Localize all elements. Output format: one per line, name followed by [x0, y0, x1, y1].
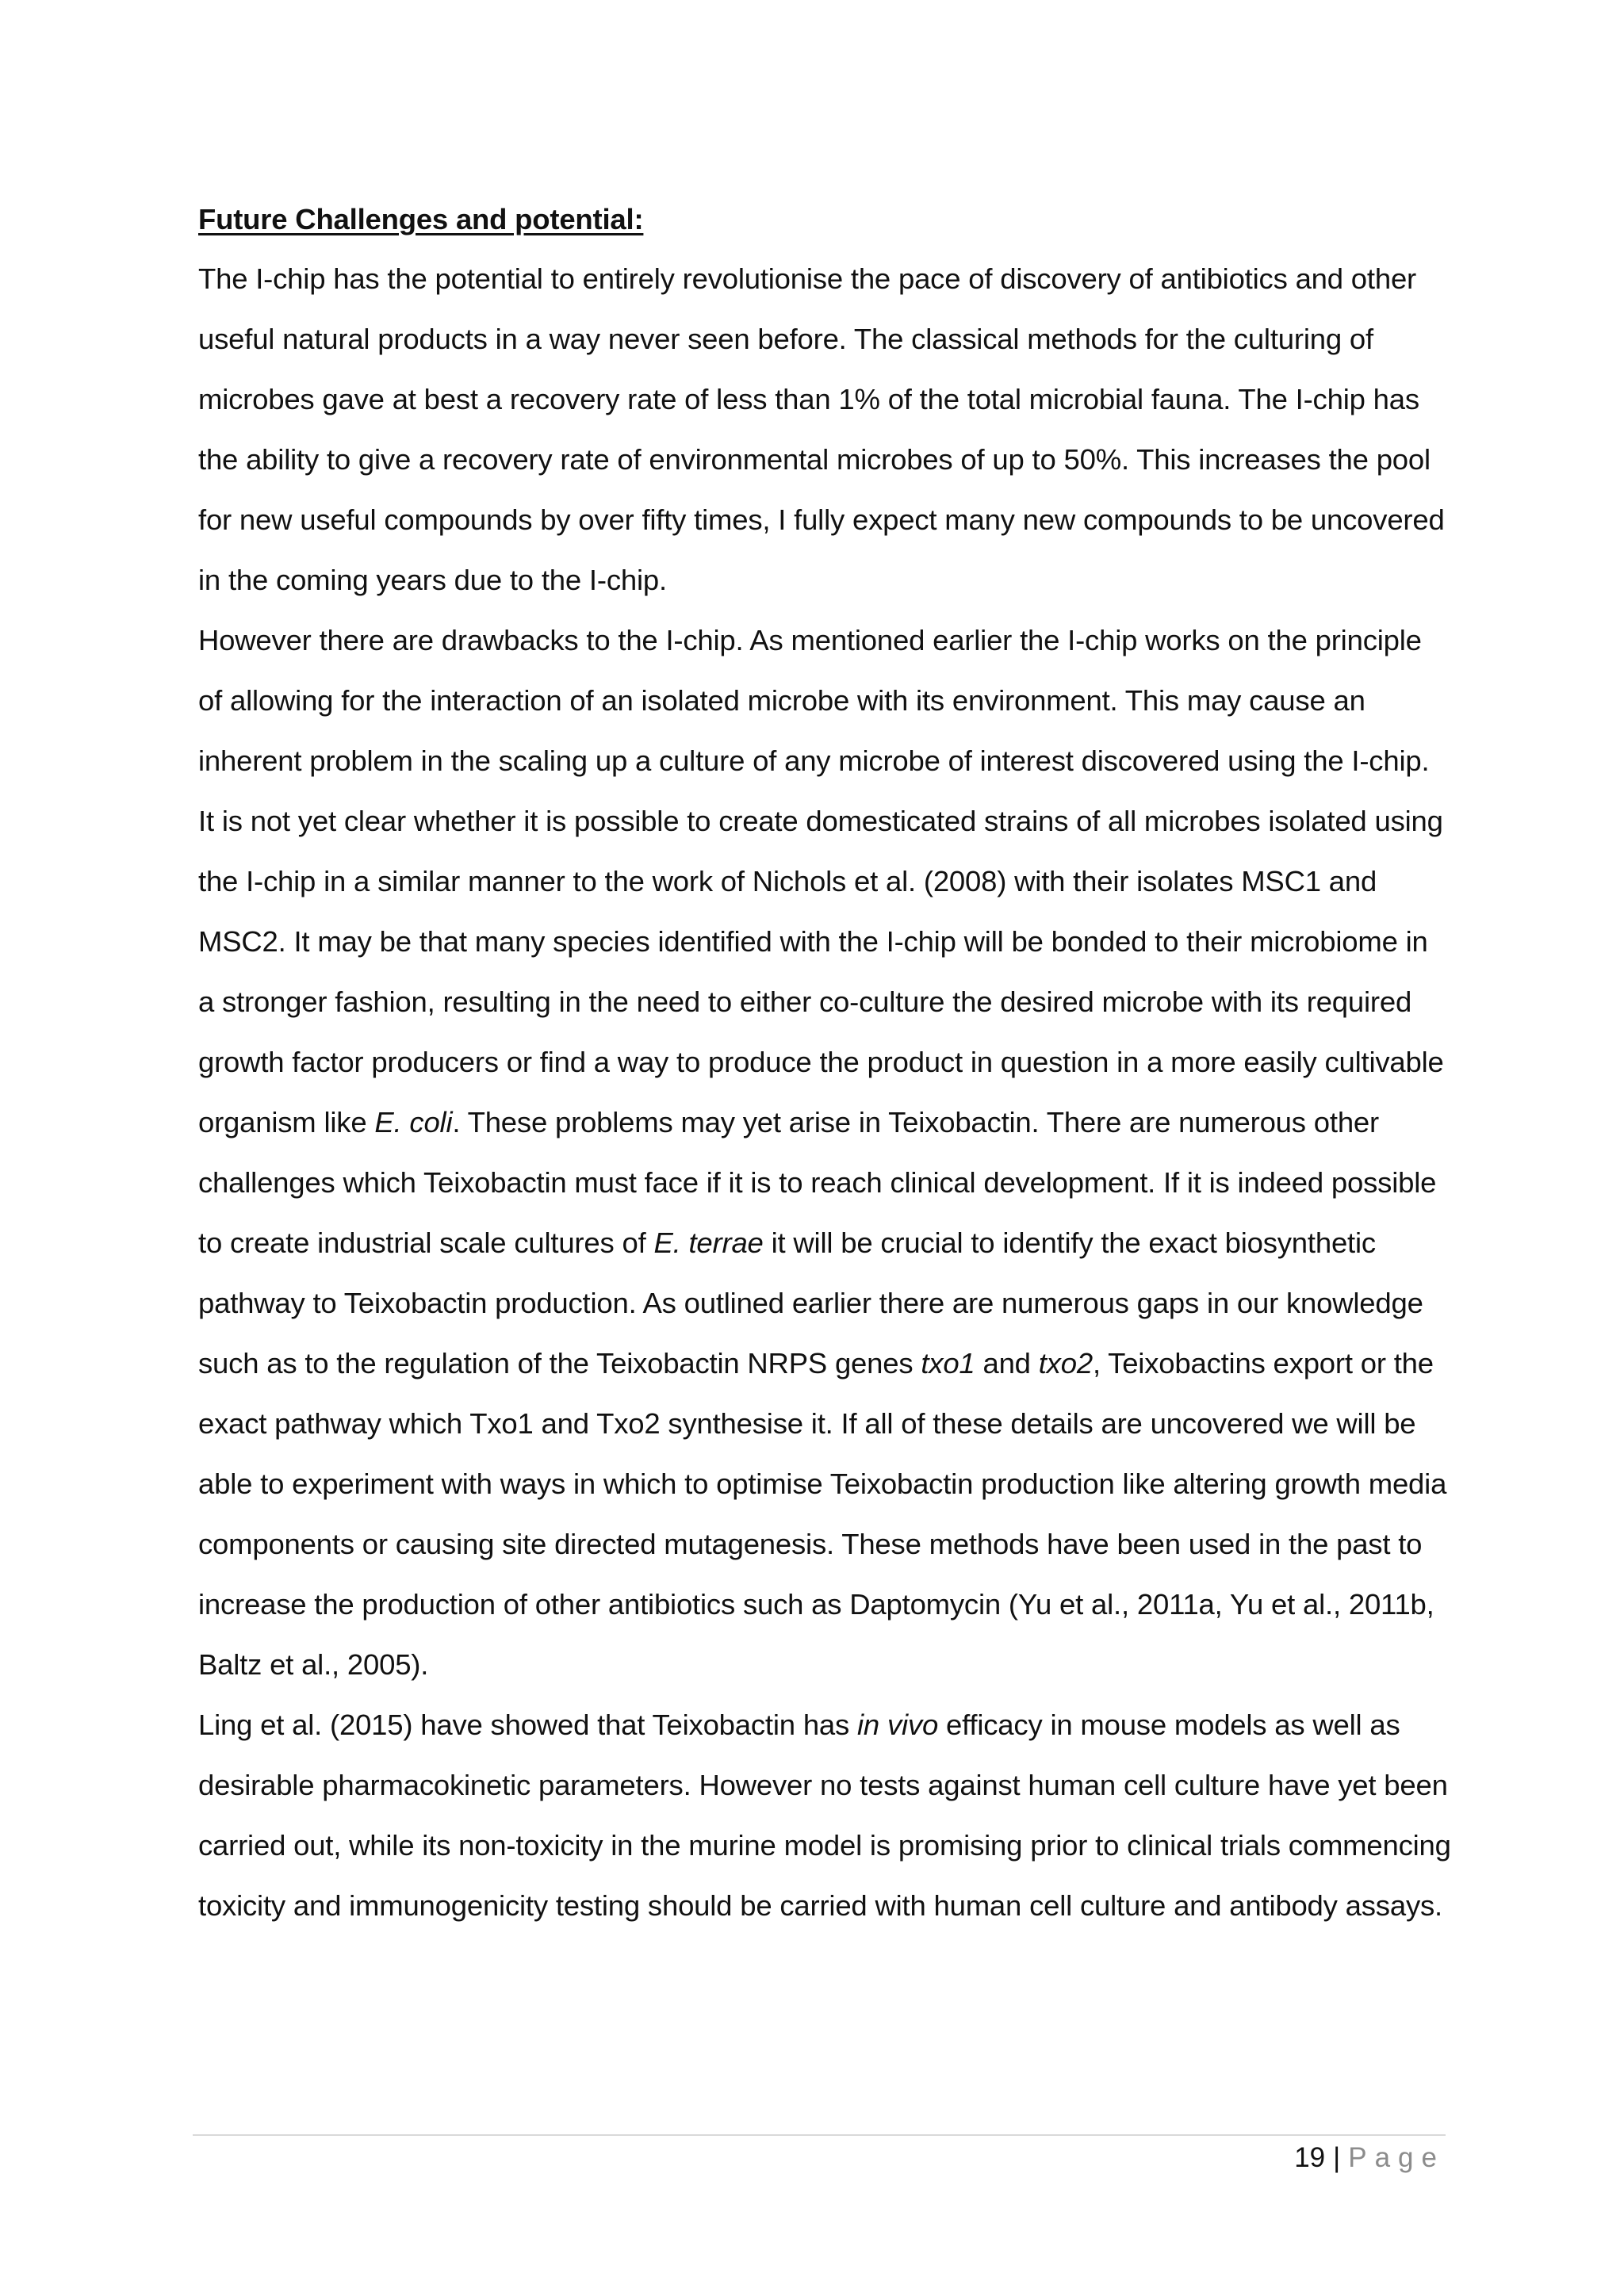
- section-heading: Future Challenges and potential:: [198, 203, 644, 235]
- text-segment: and: [975, 1347, 1039, 1380]
- page-footer: [1294, 2141, 1445, 2175]
- text-segment: Ling et al. (2015) have showed that Teixobactin has: [198, 1709, 858, 1741]
- text-segment: . These problems may yet arise in Teixobactin. There are numerous other challenges which Teixobactin must face if it is to reach clinical development. If it is indeed possible to create industrial scale cultures of: [198, 1106, 1437, 1259]
- paragraph-list: [198, 249, 1451, 1936]
- text-segment: efficacy in mouse models as well as desirable pharmacokinetic parameters. However no tests against human cell culture have yet been carried out, while its non-toxicity in the murine model is promising prior to clinical trials commencing toxicity and immunogenicity testing should be carried with human cell culture and antibody assays.: [198, 1709, 1451, 1922]
- italic-text-segment: txo2: [1038, 1347, 1093, 1380]
- body-paragraph: [198, 610, 1451, 1695]
- italic-text-segment: E. terrae: [653, 1226, 764, 1259]
- text-segment: it will be crucial to identify the exact biosynthetic pathway to Teixobactin production. As outlined earlier there are numerous gaps in our knowledge such as to the regulation of the Teixobactin NRPS genes: [198, 1226, 1423, 1380]
- italic-text-segment: txo1: [921, 1347, 975, 1380]
- page-number: 19: [1294, 2142, 1326, 2173]
- text-segment: , Teixobactins export or the exact pathway which Txo1 and Txo2 synthesise it. If all of these details are uncovered we will be able to experiment with ways in which to optimise Teixobactin production like altering growth media components or causing site directed mutagenesis. These methods have been used in the past to increase the production of other antibiotics such as Daptomycin (Yu et al., 2011a, Yu et al., 2011b, Baltz et al., 2005).: [198, 1347, 1447, 1681]
- body-paragraph: [198, 1695, 1451, 1936]
- text-segment: However there are drawbacks to the I-chip. As mentioned earlier the I-chip works on the principle of allowing for the interaction of an isolated microbe with its environment. This may cause an inherent problem in the scaling up a culture of any microbe of interest discovered using the I-chip. It is not yet clear whether it is possible to create domesticated strains of all microbes isolated using the I-chip in a similar manner to the work of Nichols et al. (2008) with their isolates MSC1 and MSC2. It may be that many species identified with the I-chip will be bonded to their microbiome in a stronger fashion, resulting in the need to either co-culture the desired microbe with its required growth factor producers or find a way to produce the product in question in a more easily cultivable organism like: [198, 624, 1444, 1138]
- text-segment: The I-chip has the potential to entirely revolutionise the pace of discovery of antibiotics and other useful natural products in a way never seen before. The classical methods for the culturing of microbes gave at best a recovery rate of less than 1% of the total microbial fauna. The I-chip has the ability to give a recovery rate of environmental microbes of up to 50%. This increases the pool for new useful compounds by over fifty times, I fully expect many new compounds to be uncovered in the coming years due to the I-chip.: [198, 262, 1445, 596]
- footer-divider: [193, 2134, 1446, 2136]
- italic-text-segment: in vivo: [857, 1709, 939, 1741]
- document-body: [198, 197, 1451, 1936]
- page-label: Page: [1348, 2142, 1445, 2173]
- footer-separator: |: [1333, 2142, 1341, 2173]
- italic-text-segment: E. coli: [374, 1106, 453, 1138]
- body-paragraph: [198, 249, 1451, 610]
